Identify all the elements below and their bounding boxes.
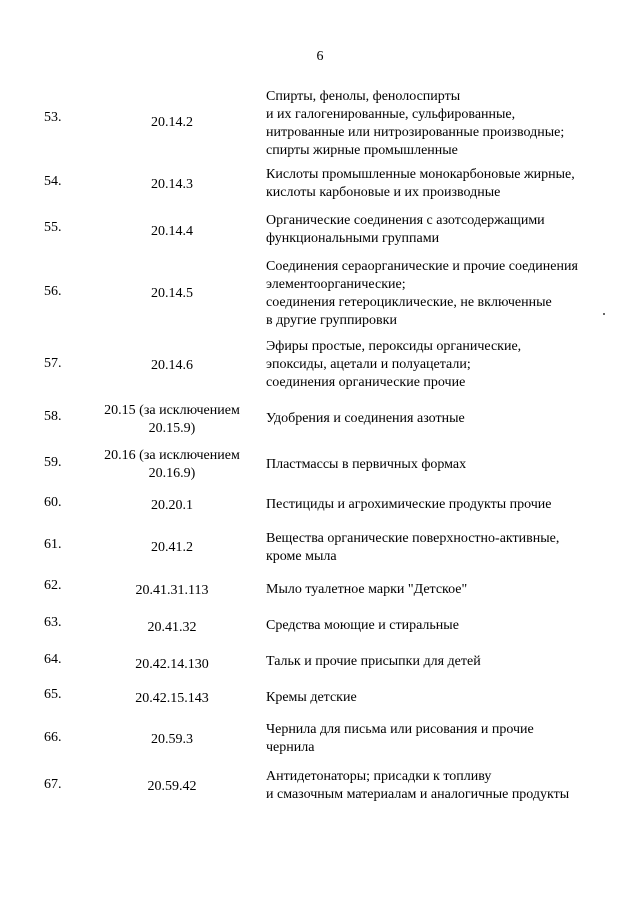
row-description: Соединения сераорганические и прочие соединения элементоорганические; соединения гетероциклические, не включенные в другие группировки bbox=[266, 259, 578, 328]
scan-speck bbox=[603, 313, 605, 315]
row-number: 54. bbox=[44, 174, 62, 189]
row-code: 20.59.3 bbox=[151, 732, 193, 747]
row-number: 63. bbox=[44, 615, 62, 630]
row-description: Органические соединения с азотсодержащими функциональными группами bbox=[266, 213, 545, 246]
row-code: 20.15 (за исключением 20.15.9) bbox=[104, 403, 240, 436]
row-description: Антидетонаторы; присадки к топливу и смазочным материалам и аналогичные продукты bbox=[266, 769, 570, 802]
row-number: 53. bbox=[44, 110, 62, 125]
row-code: 20.14.6 bbox=[151, 358, 193, 373]
row-code: 20.16 (за исключением 20.16.9) bbox=[104, 448, 240, 481]
row-code: 20.14.5 bbox=[151, 286, 193, 301]
row-code: 20.14.2 bbox=[151, 115, 193, 130]
row-number: 57. bbox=[44, 356, 62, 371]
row-code: 20.42.14.130 bbox=[135, 657, 209, 672]
page-number: 6 bbox=[316, 49, 324, 64]
row-number: 65. bbox=[44, 687, 62, 702]
row-description: Чернила для письма или рисования и прочие чернила bbox=[266, 722, 534, 755]
row-description: Вещества органические поверхностно-активные, кроме мыла bbox=[266, 531, 560, 564]
row-description: Пестициды и агрохимические продукты прочие bbox=[266, 497, 552, 512]
row-code: 20.41.32 bbox=[147, 620, 197, 635]
row-number: 62. bbox=[44, 578, 62, 593]
row-code: 20.41.31.113 bbox=[135, 583, 209, 598]
row-number: 56. bbox=[44, 284, 62, 299]
row-description: Тальк и прочие присыпки для детей bbox=[266, 654, 481, 669]
row-code: 20.14.4 bbox=[151, 224, 193, 239]
row-description: Спирты, фенолы, фенолоспирты и их галогенированные, сульфированные, нитрованные или нитрозированные производные; спирты жирные промышленные bbox=[266, 89, 565, 158]
row-description: Пластмассы в первичных формах bbox=[266, 457, 467, 472]
row-description: Кремы детские bbox=[266, 690, 357, 705]
row-description: Средства моющие и стиральные bbox=[266, 618, 459, 633]
row-code: 20.59.42 bbox=[147, 779, 197, 794]
row-code: 20.41.2 bbox=[151, 540, 193, 555]
row-number: 59. bbox=[44, 455, 62, 470]
row-number: 60. bbox=[44, 495, 62, 510]
row-number: 67. bbox=[44, 777, 62, 792]
row-code: 20.20.1 bbox=[151, 498, 193, 513]
row-description: Удобрения и соединения азотные bbox=[266, 411, 465, 426]
row-number: 66. bbox=[44, 730, 62, 745]
row-description: Кислоты промышленные монокарбоновые жирные, кислоты карбоновые и их производные bbox=[266, 167, 575, 200]
row-code: 20.42.15.143 bbox=[135, 691, 209, 706]
row-description: Эфиры простые, пероксиды органические, эпоксиды, ацетали и полуацетали; соединения органические прочие bbox=[266, 339, 522, 390]
row-code: 20.14.3 bbox=[151, 177, 193, 192]
row-number: 55. bbox=[44, 220, 62, 235]
row-number: 58. bbox=[44, 409, 62, 424]
row-number: 61. bbox=[44, 537, 62, 552]
row-description: Мыло туалетное марки "Детское" bbox=[266, 582, 468, 597]
row-number: 64. bbox=[44, 652, 62, 667]
